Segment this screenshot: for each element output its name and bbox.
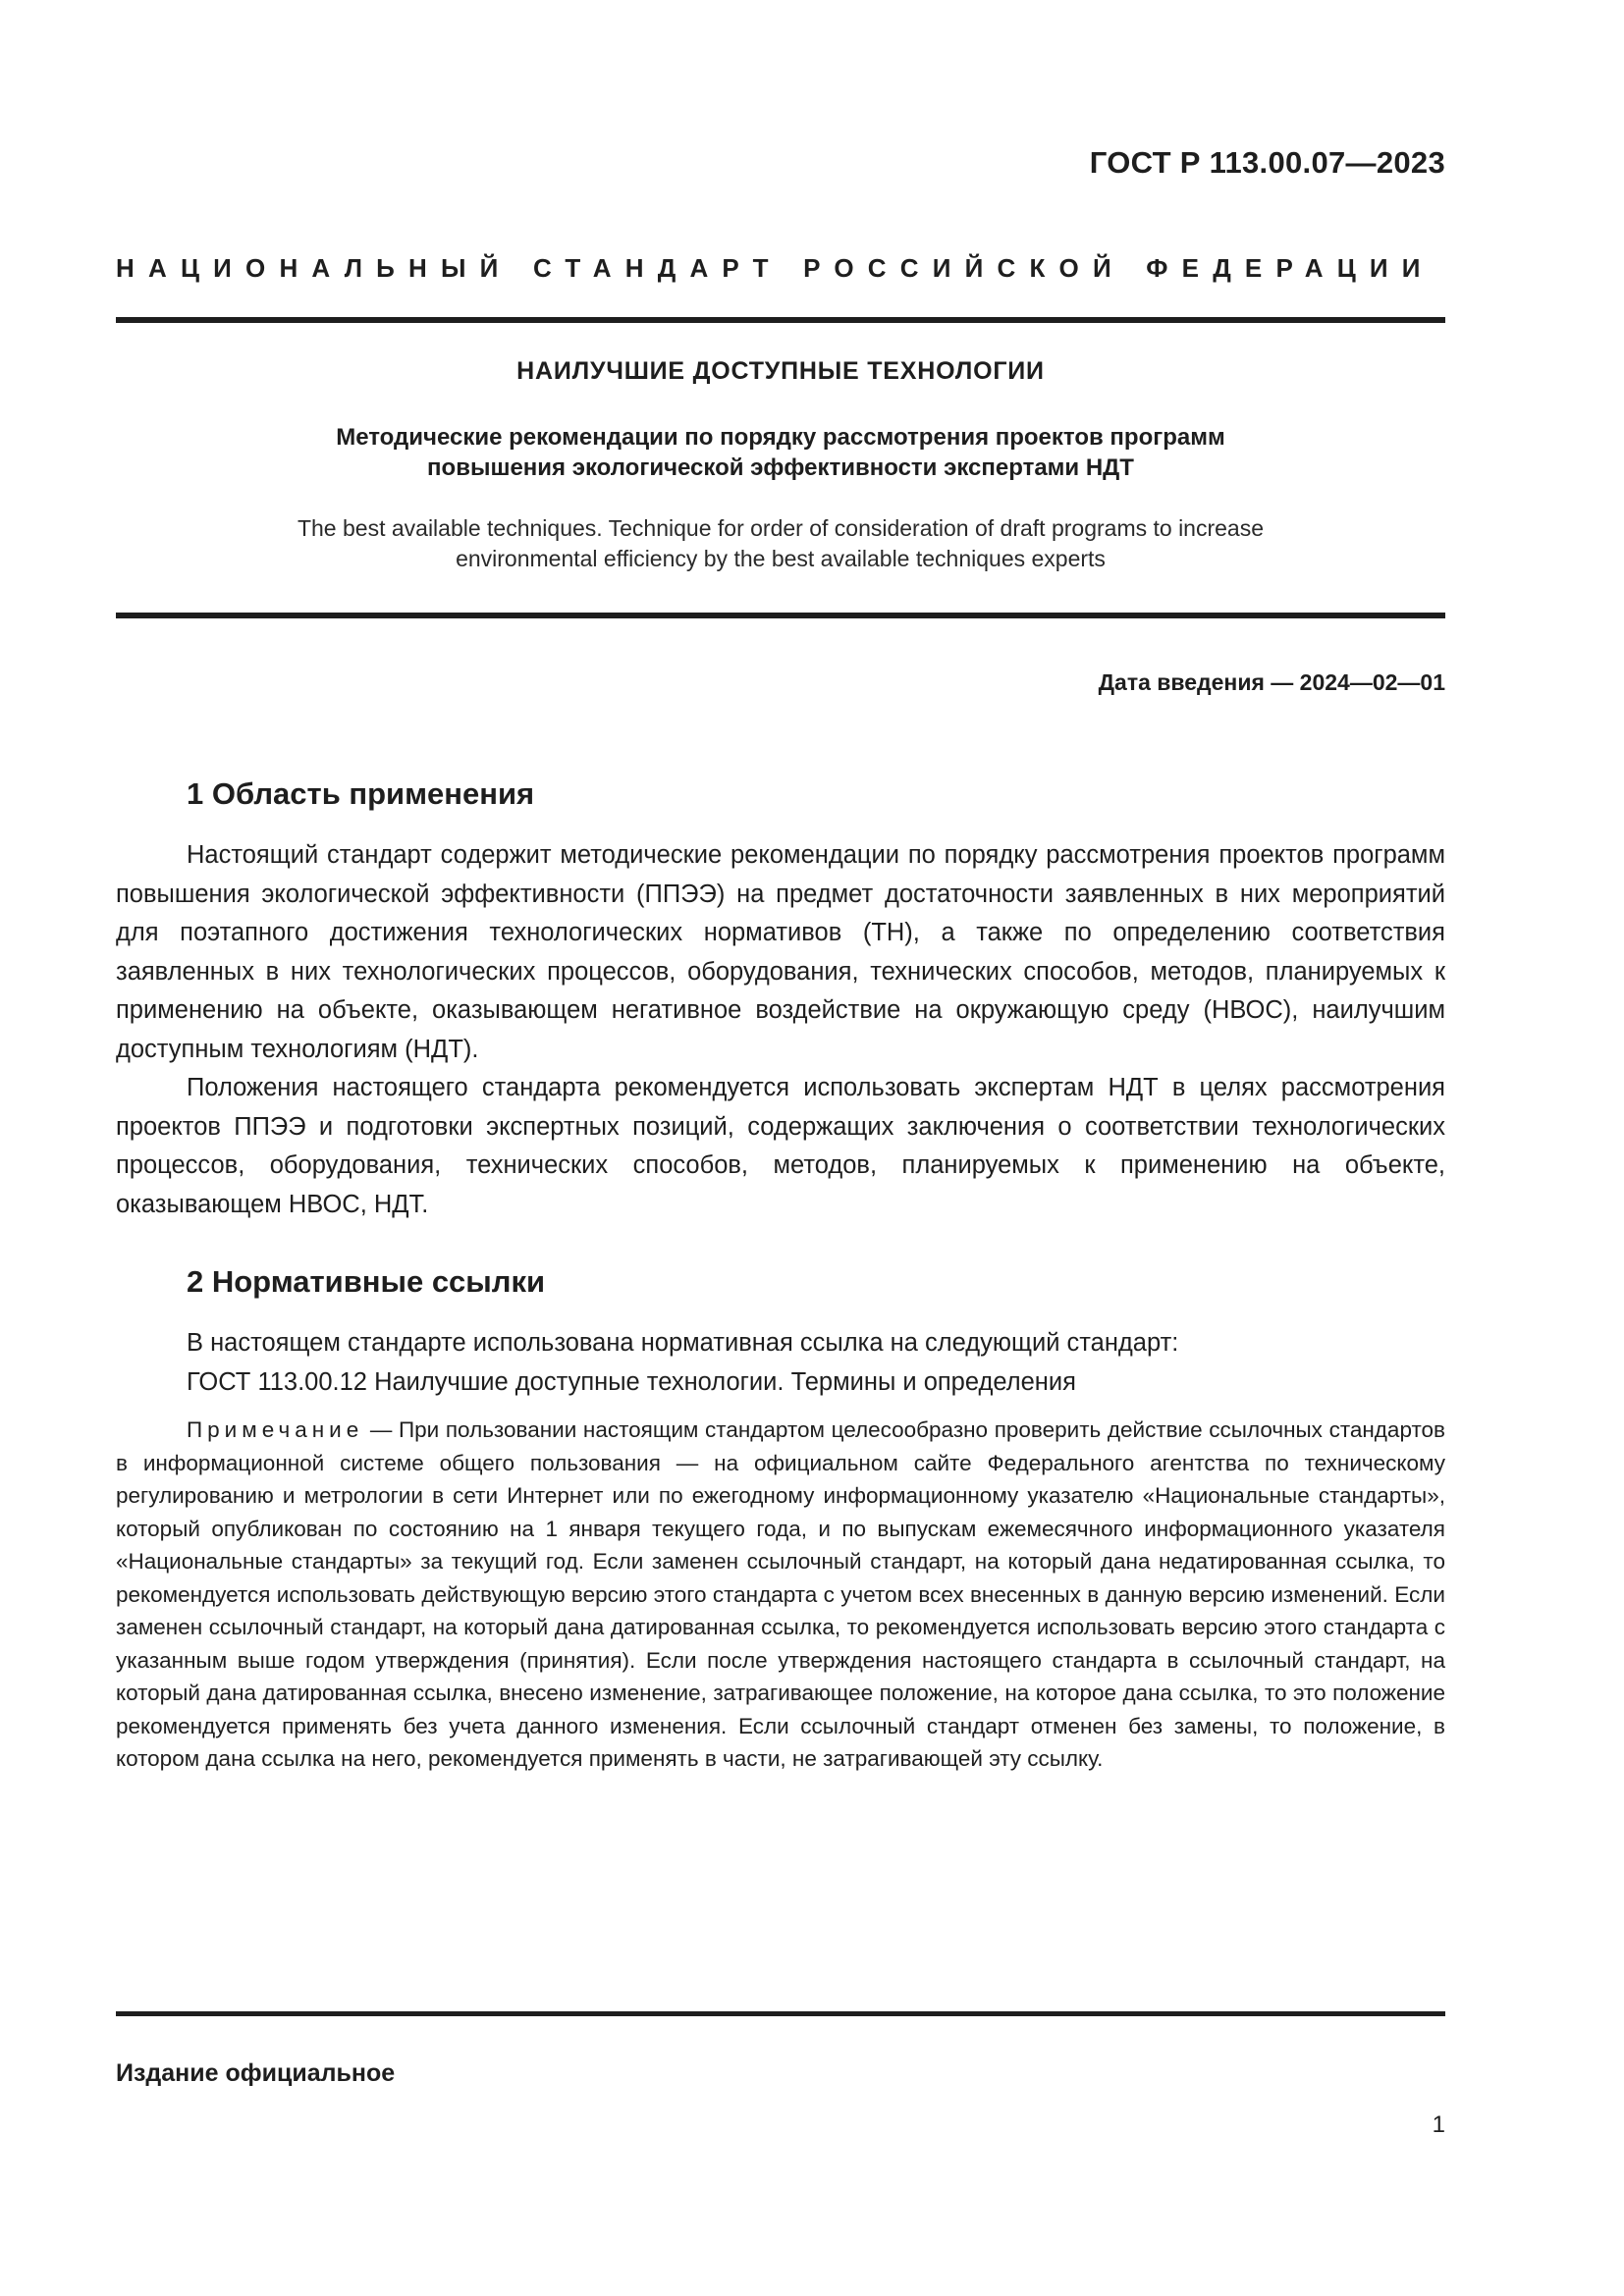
section-1-paragraph-1: Настоящий стандарт содержит методические рекомендации по порядку рассмотрения проектов программ повышения экологической эффективности (ППЭЭ) на предмет достаточности заявленных в них мероприятий для поэтапного достижения технологических нормативов (ТН), а также по определению соответствия заявленных в них технологических процессов, оборудования, технических способов, методов, планируемых к применению на объекте, оказывающем негативное воздействие на окружающую среду (НВОС), наилучшим доступным технологиям (НДТ). xyxy=(116,841,1445,1063)
title-divider xyxy=(116,613,1445,618)
top-divider xyxy=(116,317,1445,323)
document-number: ГОСТ Р 113.00.07—2023 xyxy=(1089,145,1445,180)
note-block xyxy=(116,1414,1445,1776)
section-1-paragraph-2: Положения настоящего стандарта рекомендуется использовать экспертам НДТ в целях рассмотрения проектов ППЭЭ и подготовки экспертных позиций, содержащих заключения о соответствии технологических процессов, оборудования, технических способов, методов, планируемых к применению на объекте, оказывающем НВОС, НДТ. xyxy=(116,1074,1445,1218)
document-title: НАИЛУЧШИЕ ДОСТУПНЫЕ ТЕХНОЛОГИИ xyxy=(516,357,1045,385)
subtitle-line-1: Методические рекомендации по порядку рассмотрения проектов программ xyxy=(336,424,1225,451)
section-2-heading: 2 Нормативные ссылки xyxy=(187,1264,546,1299)
section-1-body xyxy=(116,836,1445,1224)
english-title-line-2: environmental efficiency by the best available techniques experts xyxy=(456,546,1106,571)
introduction-date: Дата введения — 2024—02—01 xyxy=(1098,669,1445,695)
subtitle-line-2: повышения экологической эффективности экспертами НДТ xyxy=(427,454,1134,481)
note-text: — При пользовании настоящим стандартом целесообразно проверить действие ссылочных стандартов в информационной системе общего пользования — на официальном сайте Федерального агентства по техническому регулированию и метрологии в сети Интернет или по ежегодному информационному указателю «Национальные стандарты», который опубликован по состоянию на 1 января текущего года, и по выпускам ежемесячного информационного указателя «Национальные стандарты» за текущий год. Если заменен ссылочный стандарт, на который дана недатированная ссылка, то рекомендуется использовать действующую версию этого стандарта с учетом всех внесенных в данную версию изменений. Если заменен ссылочный стандарт, на который дана датированная ссылка, то рекомендуется использовать версию этого стандарта с указанным выше годом утверждения (принятия). Если после утверждения настоящего стандарта в ссылочный стандарт, на который дана датированная ссылка, внесено изменение, затрагивающее положение, на которое дана ссылка, то это положение рекомендуется применять без учета данного изменения. Если ссылочный стандарт отменен без замены, то положение, в котором дана ссылка на него, рекомендуется применять в части, не затрагивающей эту ссылку. xyxy=(116,1417,1445,1771)
section-2-paragraph-1: В настоящем стандарте использована нормативная ссылка на следующий стандарт: xyxy=(187,1329,1179,1357)
edition-label: Издание официальное xyxy=(116,2059,396,2087)
note-paragraph xyxy=(116,1414,1445,1776)
section-1-heading: 1 Область применения xyxy=(187,776,535,811)
page-number: 1 xyxy=(1432,2111,1445,2138)
english-title-line-1: The best available techniques. Technique for order of consideration of draft programs to increase xyxy=(297,515,1265,541)
organization-line: НАЦИОНАЛЬНЫЙ СТАНДАРТ РОССИЙСКОЙ ФЕДЕРАЦИИ xyxy=(116,253,1435,283)
section-2-body xyxy=(116,1324,1445,1402)
english-title xyxy=(116,513,1445,574)
normative-reference: ГОСТ 113.00.12 Наилучшие доступные технологии. Термины и определения xyxy=(187,1367,1076,1396)
footer-divider xyxy=(116,2011,1445,2016)
note-label: Примечание xyxy=(187,1417,364,1442)
document-subtitle xyxy=(116,422,1445,483)
